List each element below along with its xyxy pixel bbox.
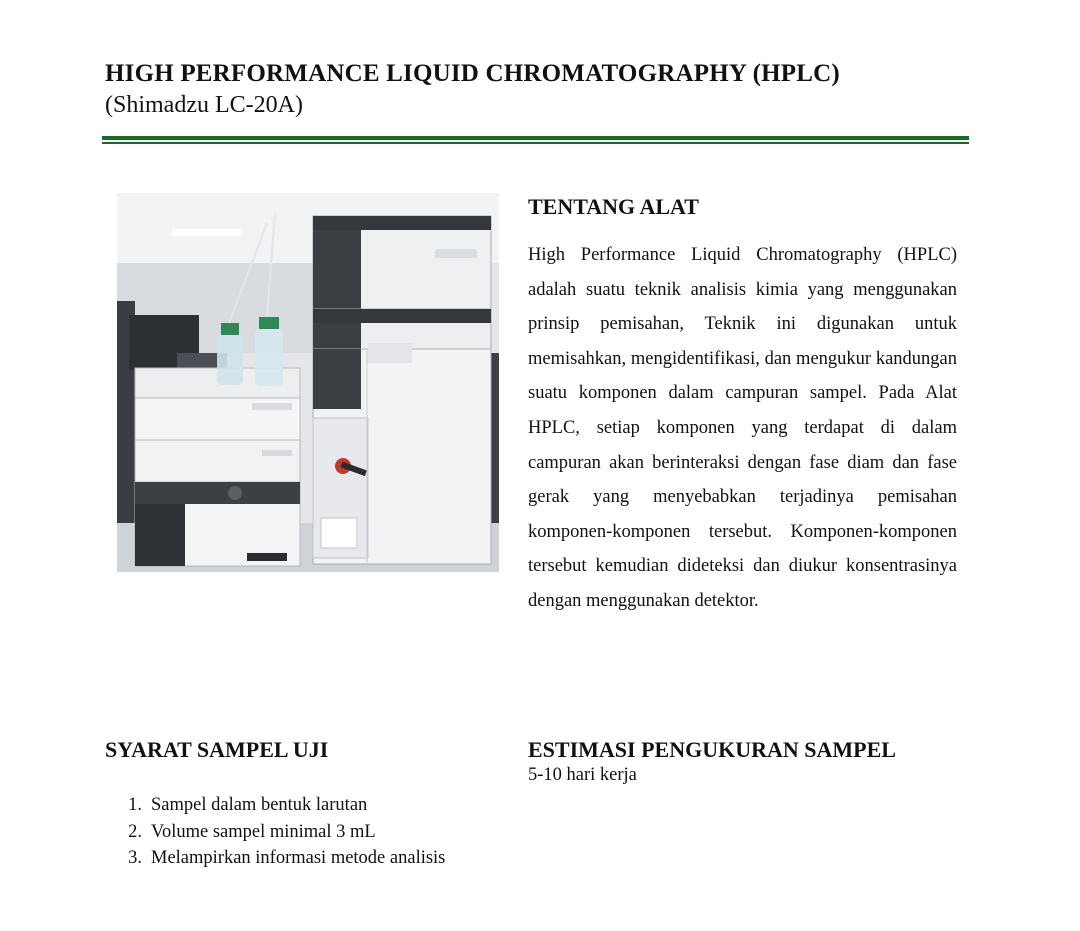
list-item-number: 1. (128, 795, 142, 815)
page-title: HIGH PERFORMANCE LIQUID CHROMATOGRAPHY (HPLC) (105, 60, 840, 87)
list-item-text: Sampel dalam bentuk larutan (151, 795, 368, 815)
about-section-title: TENTANG ALAT (528, 194, 699, 219)
list-item (105, 845, 445, 872)
hplc-instrument-photo (117, 193, 499, 572)
page-subtitle: (Shimadzu LC-20A) (105, 92, 303, 118)
estimate-value: 5-10 hari kerja (528, 765, 637, 785)
list-item-text: Melampirkan informasi metode analisis (151, 848, 446, 868)
list-item-number: 2. (128, 821, 142, 842)
header-divider-thin (102, 142, 969, 144)
requirements-section-title: SYARAT SAMPEL UJI (105, 737, 329, 762)
list-item (105, 819, 445, 846)
list-item-number: 3. (128, 848, 142, 868)
estimate-section-title: ESTIMASI PENGUKURAN SAMPEL (528, 737, 896, 762)
header-divider-thick (102, 136, 969, 140)
requirements-list (105, 792, 445, 872)
list-item (105, 792, 445, 819)
about-section-body: High Performance Liquid Chromatography (HPLC) adalah suatu teknik analisis kimia yang menggunakan prinsip pemisahan, Teknik ini digunakan untuk memisahkan, mengidentifikasi, dan mengukur kandungan suatu komponen dalam campuran sampel. Pada Alat HPLC, setiap komponen yang terdapat di dalam campuran akan berinteraksi dengan fase diam dan fase gerak yang menyebabkan terjadinya pemisahan komponen-komponen tersebut. Komponen-komponen tersebut kemudian dideteksi dan diukur konsentrasinya dengan menggunakan detektor. (528, 245, 957, 611)
list-item-text: Volume sampel minimal 3 mL (151, 821, 376, 842)
